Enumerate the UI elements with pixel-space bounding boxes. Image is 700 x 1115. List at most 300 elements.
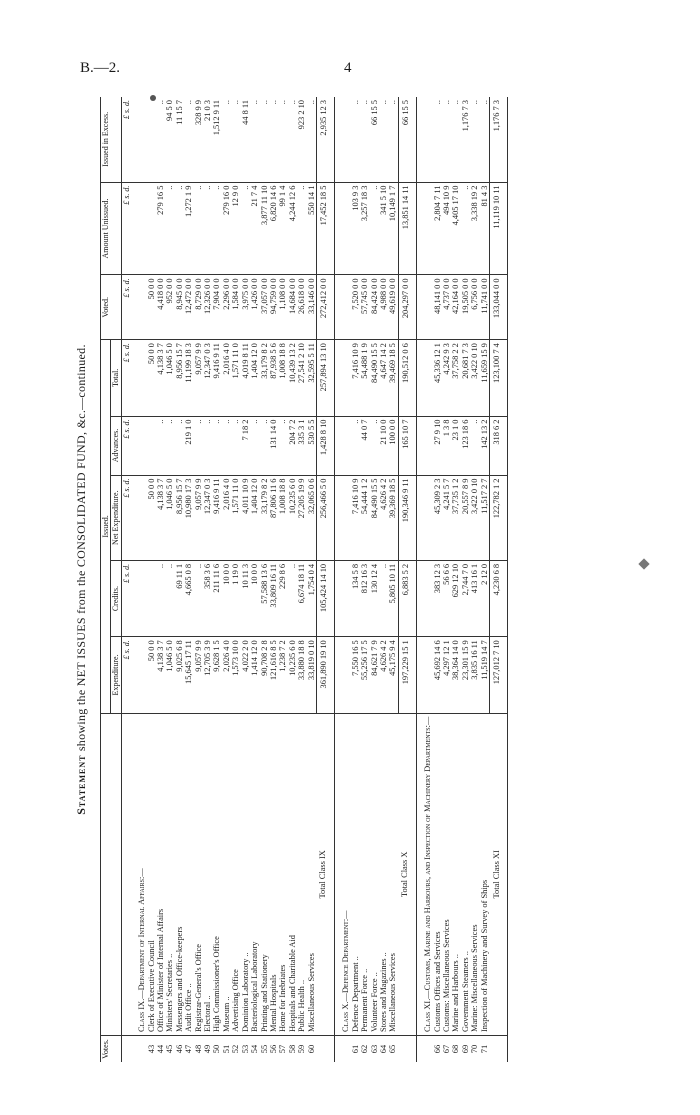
advances-cell: .. <box>194 416 203 475</box>
expenditure-cell: 4,626 4 2 <box>379 637 388 713</box>
net-expenditure-cell: 37,735 1 2 <box>451 475 460 560</box>
class-heading-blank <box>335 182 351 275</box>
class-heading-blank <box>131 416 146 475</box>
net-expenditure-cell: 54,444 1 2 <box>360 475 369 560</box>
credits-cell: 2,744 7 0 <box>461 560 470 636</box>
table-row <box>269 97 278 1062</box>
table-row <box>360 97 369 1062</box>
net-expenditure-total: 190,346 9 11 <box>398 475 416 560</box>
vote-number: 59 <box>297 1036 306 1063</box>
total-cell: 12,347 0 3 <box>203 340 212 416</box>
class-heading-blank <box>335 416 351 475</box>
class-heading-blank <box>131 275 146 340</box>
net-expenditure-cell: 2,016 4 0 <box>222 475 231 560</box>
class-heading-row <box>335 97 351 1062</box>
units-cell: £ s. d. <box>121 275 131 340</box>
credits-cell: 383 12 3 <box>433 560 442 636</box>
vote-name: Inspection of Machinery and Survey of Ships <box>480 713 490 1035</box>
table-row <box>165 97 174 1062</box>
title-caps: Statement <box>74 754 88 815</box>
voted-cell: 50 0 0 <box>147 275 156 340</box>
excess-cell: .. <box>156 100 166 105</box>
unissued-cell: 6,820 14 6 <box>269 182 278 275</box>
vote-number: 66 <box>433 1036 442 1063</box>
voted-cell: 33,146 0 0 <box>307 275 317 340</box>
vote-number: 56 <box>269 1036 278 1063</box>
vote-name: Marine and Harbours .. <box>451 713 460 1035</box>
unissued-cell <box>147 182 156 275</box>
credits-cell: 10 0 0 <box>250 560 259 636</box>
expenditure-total: 197,229 15 1 <box>398 637 416 713</box>
class-heading-blank <box>131 97 146 182</box>
class-heading-blank <box>417 97 433 182</box>
net-expenditure-cell: 9,416 9 11 <box>212 475 221 560</box>
credits-cell: .. <box>288 560 297 636</box>
table-row <box>480 97 490 1062</box>
net-expenditure-cell: 1,008 18 8 <box>278 475 287 560</box>
voted-cell: 12,472 0 0 <box>184 275 193 340</box>
unissued-cell: 3,257 18 3 <box>360 182 369 275</box>
voted-cell: 19,505 0 0 <box>461 275 470 340</box>
vote-name: Home for Inebriates <box>278 713 287 1035</box>
total-cell: 3,422 0 10 <box>470 340 479 416</box>
excess-cell: .. <box>268 100 278 105</box>
table-row <box>433 97 442 1062</box>
class-heading-blank <box>417 182 433 275</box>
credits-cell: 5,805 10 11 <box>388 560 398 636</box>
vote-number: 53 <box>241 1036 250 1063</box>
excess-cell: .. <box>451 100 461 105</box>
class-total-row <box>398 97 416 1062</box>
unissued-cell: 1,272 1 9 <box>184 182 193 275</box>
voted-cell: 3,975 0 0 <box>241 275 250 340</box>
vote-name: High Commissioner's Office <box>212 713 221 1035</box>
expenditure-cell: 9,025 6 8 <box>175 637 184 713</box>
total-cell: 20,681 7 3 <box>461 340 470 416</box>
advances-cell: 142 13 2 <box>480 416 490 475</box>
voted-cell: 952 0 0 <box>165 275 174 340</box>
vote-name: Registrar-General's Office <box>194 713 203 1035</box>
advances-cell: 204 7 2 <box>288 416 297 475</box>
unissued-cell: 2,804 7 11 <box>433 182 442 275</box>
votes-header: Votes. <box>101 1036 122 1063</box>
advances-cell: 123 18 6 <box>461 416 470 475</box>
excess-total: 66 15 5 <box>398 97 416 182</box>
credits-cell: .. <box>379 560 388 636</box>
advances-cell: .. <box>278 416 287 475</box>
table-row <box>222 97 231 1062</box>
advances-cell: .. <box>156 416 165 475</box>
expenditure-header: Expenditure. <box>111 637 121 713</box>
class-heading-blank <box>417 637 433 713</box>
expenditure-cell: 1,414 12 0 <box>250 637 259 713</box>
voted-total: 133,044 0 0 <box>490 275 508 340</box>
advances-cell: .. <box>212 416 221 475</box>
vote-name: Marine: Miscellaneous Services <box>470 713 479 1035</box>
title-rest: showing the NET ISSUES from the CONSOLIDATED FUND, &c.—continued. <box>74 344 88 752</box>
expenditure-cell: 1,573 10 0 <box>231 637 240 713</box>
credits-total: 105,424 14 10 <box>316 560 334 636</box>
total-total: 257,894 13 10 <box>316 340 334 416</box>
total-cell: 2,016 4 0 <box>222 340 231 416</box>
table-row <box>451 97 460 1062</box>
table-row <box>370 97 379 1062</box>
class-heading-blank <box>131 637 146 713</box>
class-heading-blank <box>417 416 433 475</box>
credits-cell: 812 16 3 <box>360 560 369 636</box>
expenditure-cell: 12,705 3 9 <box>203 637 212 713</box>
table-row <box>260 97 269 1062</box>
voted-header: Voted. <box>101 275 122 340</box>
total-cell: 4,242 9 3 <box>442 340 451 416</box>
unissued-cell: 103 9 3 <box>351 182 360 275</box>
vote-number: 60 <box>307 1036 317 1063</box>
net-expenditure-cell: 4,626 4 2 <box>379 475 388 560</box>
unissued-total: 13,851 14 11 <box>398 182 416 275</box>
excess-cell: 923 2 10 <box>297 100 307 130</box>
voted-cell: 57,745 0 0 <box>360 275 369 340</box>
advances-total: 318 6 2 <box>490 416 508 475</box>
units-desc-cell <box>121 713 131 1035</box>
excess-cell: .. <box>221 100 231 105</box>
class-heading-blank <box>131 475 146 560</box>
voted-cell: 4,737 0 0 <box>442 275 451 340</box>
net-expenditure-cell: 4,241 5 7 <box>442 475 451 560</box>
units-cell: £ s. d. <box>121 340 131 416</box>
unissued-cell: .. <box>461 182 470 275</box>
class-heading-vote <box>131 1036 146 1063</box>
excess-cell: 66 15 5 <box>369 100 379 126</box>
excess-total: 1,176 7 3 <box>490 97 508 182</box>
unissued-total: 11,119 10 11 <box>490 182 508 275</box>
table-row <box>288 97 297 1062</box>
expenditure-cell: 1,238 7 2 <box>278 637 287 713</box>
expenditure-cell: 45,692 14 6 <box>433 637 442 713</box>
unissued-header: Amount Unissued. <box>101 182 122 275</box>
credits-cell: 6,674 18 11 <box>297 560 306 636</box>
voted-cell: 12,326 0 0 <box>203 275 212 340</box>
excess-cell <box>147 97 156 182</box>
expenditure-cell: 1,046 5 0 <box>165 637 174 713</box>
table-row <box>388 97 398 1062</box>
advances-cell: 530 5 5 <box>307 416 317 475</box>
class-heading-blank <box>335 97 351 182</box>
net-expenditure-total: 256,466 5 0 <box>316 475 334 560</box>
unissued-cell: 494 10 9 <box>442 182 451 275</box>
excess-cell: 94 5 0 <box>165 100 175 121</box>
advances-cell: .. <box>165 416 174 475</box>
unissued-cell: 99 1 4 <box>278 182 287 275</box>
vote-name: Volunteer Force .. <box>370 713 379 1035</box>
credits-cell: 69 11 1 <box>175 560 184 636</box>
vote-name: Bacteriological Laboratory <box>250 713 259 1035</box>
class-heading: Class XI.—Customs, Marine and Harbours, and Inspection of Machinery Departments:— <box>417 713 433 1035</box>
credits-cell: 413 16 1 <box>470 560 479 636</box>
unissued-cell: 10,149 1 7 <box>388 182 398 275</box>
excess-cell: .. <box>388 100 398 105</box>
class-heading-blank <box>417 275 433 340</box>
class-heading-blank <box>417 340 433 416</box>
voted-cell: 1,108 0 0 <box>278 275 287 340</box>
unissued-cell: .. <box>370 182 379 275</box>
net-issues-table <box>100 97 508 1062</box>
unissued-cell: 3,338 19 2 <box>470 182 479 275</box>
net-expenditure-cell: 12,347 0 3 <box>203 475 212 560</box>
units-cell: £ s. d. <box>121 560 131 636</box>
table-row <box>194 97 203 1062</box>
net-expenditure-cell: 84,490 15 5 <box>370 475 379 560</box>
credits-cell: 57,588 13 6 <box>260 560 269 636</box>
vote-name: Clerk of Executive Council <box>147 713 156 1035</box>
total-cell: 8,956 15 7 <box>175 340 184 416</box>
units-cell: £ s. d. <box>121 100 131 120</box>
advances-cell: .. <box>203 416 212 475</box>
unissued-cell: 550 14 1 <box>307 182 317 275</box>
unissued-cell: 3,877 11 10 <box>260 182 269 275</box>
vote-name: Customs: Miscellaneous Services <box>442 713 451 1035</box>
advances-cell: 219 1 0 <box>184 416 193 475</box>
voted-cell: 42,164 0 0 <box>451 275 460 340</box>
excess-cell: .. <box>184 100 194 105</box>
net-expenditure-cell: 3,422 0 10 <box>470 475 479 560</box>
excess-header: Issued in Excess. <box>101 97 122 182</box>
unissued-cell: .. <box>203 182 212 275</box>
page-reference: B.—2. <box>80 60 121 76</box>
voted-total: 272,412 0 0 <box>316 275 334 340</box>
vote-name: Advertising Office <box>231 713 240 1035</box>
vote-name: Defence Department .. <box>351 713 360 1035</box>
credits-cell: 629 12 10 <box>451 560 460 636</box>
credits-cell: 4,665 0 8 <box>184 560 193 636</box>
net-expenditure-cell: 32,065 0 6 <box>307 475 317 560</box>
expenditure-cell: 4,138 3 7 <box>156 637 165 713</box>
table-row <box>184 97 193 1062</box>
class-heading-blank <box>417 475 433 560</box>
voted-cell: 8,729 0 0 <box>194 275 203 340</box>
total-cell: 4,647 14 2 <box>379 340 388 416</box>
vote-number: 63 <box>370 1036 379 1063</box>
total-cell: 9,416 9 11 <box>212 340 221 416</box>
class-heading-blank <box>335 275 351 340</box>
class-heading: Class X.—Defence Department:— <box>335 713 351 1035</box>
advances-cell: 7 18 2 <box>241 416 250 475</box>
net-expenditure-cell: 9,057 9 9 <box>194 475 203 560</box>
vote-number: 54 <box>250 1036 259 1063</box>
class-heading-blank <box>417 560 433 636</box>
net-expenditure-cell: 20,557 8 9 <box>461 475 470 560</box>
expenditure-cell: 90,708 2 8 <box>260 637 269 713</box>
total-cell: 33,179 8 2 <box>260 340 269 416</box>
vote-name: Hospitals and Charitable Aid <box>288 713 297 1035</box>
voted-cell: 11,741 0 0 <box>480 275 490 340</box>
vote-number: 68 <box>451 1036 460 1063</box>
total-cell: 11,659 15 9 <box>480 340 490 416</box>
net-expenditure-cell: 10,980 17 3 <box>184 475 193 560</box>
table-row <box>203 97 212 1062</box>
vote-number: 70 <box>470 1036 479 1063</box>
vote-number: 61 <box>351 1036 360 1063</box>
total-cell: 1,046 5 0 <box>165 340 174 416</box>
vote-number: 65 <box>388 1036 398 1063</box>
net-expenditure-cell: 8,956 15 7 <box>175 475 184 560</box>
expenditure-cell: 33,880 18 8 <box>297 637 306 713</box>
net-expenditure-cell: 11,517 2 7 <box>480 475 490 560</box>
excess-cell: .. <box>350 100 360 105</box>
units-vote-cell <box>121 1036 131 1063</box>
unissued-cell: 279 16 0 <box>222 182 231 275</box>
class-heading-vote <box>335 1036 351 1063</box>
voted-cell: 37,057 0 0 <box>260 275 269 340</box>
units-cell: £ s. d. <box>121 416 131 475</box>
credits-cell: 134 5 8 <box>351 560 360 636</box>
vote-name: Printing and Stationery <box>260 713 269 1035</box>
unissued-cell: .. <box>194 182 203 275</box>
vote-number: 51 <box>222 1036 231 1063</box>
vote-name: Stores and Magazines .. <box>379 713 388 1035</box>
excess-cell: .. <box>442 100 451 105</box>
class-heading-vote <box>417 1036 433 1063</box>
table-row <box>231 97 240 1062</box>
unissued-cell: 12 9 0 <box>231 182 240 275</box>
advances-cell: 44 0 7 <box>360 416 369 475</box>
units-row <box>121 97 131 1062</box>
page-number: 4 <box>344 60 352 76</box>
excess-cell: 44 8 11 <box>240 100 250 125</box>
voted-cell: 4,418 0 0 <box>156 275 165 340</box>
vote-number: 45 <box>165 1036 174 1063</box>
voted-cell: 49,619 0 0 <box>388 275 398 340</box>
table-row <box>470 97 479 1062</box>
advances-cell: 27 9 10 <box>433 416 442 475</box>
net-expenditure-cell: 27,205 19 9 <box>297 475 306 560</box>
credits-cell: 10 0 0 <box>222 560 231 636</box>
vote-number: 55 <box>260 1036 269 1063</box>
voted-cell: 6,756 0 0 <box>470 275 479 340</box>
total-cell: 32,595 5 11 <box>307 340 317 416</box>
credits-cell: 1,754 0 4 <box>307 560 317 636</box>
unissued-cell: .. <box>241 182 250 275</box>
vote-number: 50 <box>212 1036 221 1063</box>
excess-cell: .. <box>278 100 288 105</box>
voted-cell: 84,424 0 0 <box>370 275 379 340</box>
vote-number: 67 <box>442 1036 451 1063</box>
expenditure-cell: 7,550 16 5 <box>351 637 360 713</box>
total-cell: 39,469 18 5 <box>388 340 398 416</box>
total-total: 190,512 0 6 <box>398 340 416 416</box>
advances-cell: 131 14 0 <box>269 416 278 475</box>
expenditure-cell: 4,022 2 0 <box>241 637 250 713</box>
credits-cell: 358 3 6 <box>203 560 212 636</box>
credits-cell: 2 12 0 <box>480 560 490 636</box>
class-heading: Class IX.—Department of Internal Affairs:— <box>131 713 146 1035</box>
voted-cell: 48,141 0 0 <box>433 275 442 340</box>
excess-cell: .. <box>470 100 480 105</box>
advances-cell: .. <box>175 416 184 475</box>
voted-cell: 8,945 0 0 <box>175 275 184 340</box>
expenditure-cell: 4,297 12 1 <box>442 637 451 713</box>
total-cell: 7,416 10 9 <box>351 340 360 416</box>
advances-cell: .. <box>351 416 360 475</box>
total-cell: 54,488 1 9 <box>360 340 369 416</box>
credits-cell: 211 11 6 <box>212 560 221 636</box>
expenditure-total: 127,012 7 10 <box>490 637 508 713</box>
vote-name: Dominion Laboratory .. <box>241 713 250 1035</box>
expenditure-cell: 2,026 4 0 <box>222 637 231 713</box>
excess-cell: 21 0 3 <box>203 100 213 121</box>
table-row <box>461 97 470 1062</box>
table-body <box>121 97 508 1062</box>
table-row <box>212 97 221 1062</box>
credits-cell: 1 19 0 <box>231 560 240 636</box>
net-expenditure-cell: 1,571 11 0 <box>231 475 240 560</box>
class-total-label: Total Class X <box>398 713 416 1035</box>
expenditure-cell: 50 0 0 <box>147 637 156 713</box>
vote-name: Permanent Force .. <box>360 713 369 1035</box>
excess-cell: .. <box>306 100 316 105</box>
expenditure-cell: 9,628 1 5 <box>212 637 221 713</box>
credits-cell: 130 12 4 <box>370 560 379 636</box>
table-row <box>175 97 184 1062</box>
class-heading-blank <box>335 637 351 713</box>
vote-number: 44 <box>156 1036 165 1063</box>
vote-name: Government Steamers .. <box>461 713 470 1035</box>
total-total: 123,100 7 4 <box>490 340 508 416</box>
expenditure-cell: 9,057 9 9 <box>194 637 203 713</box>
advances-cell: 100 0 0 <box>388 416 398 475</box>
total-cell: 1,571 11 0 <box>231 340 240 416</box>
unissued-cell: .. <box>212 182 221 275</box>
class-heading-blank <box>335 475 351 560</box>
class-total-row <box>316 97 334 1062</box>
vote-name: Electoral .. <box>203 713 212 1035</box>
table-row <box>379 97 388 1062</box>
total-cell: 37,758 2 2 <box>451 340 460 416</box>
vote-name: Audit Office .. <box>184 713 193 1035</box>
vote-number: 58 <box>288 1036 297 1063</box>
voted-cell: 26,618 0 0 <box>297 275 306 340</box>
excess-total: 2,935 12 3 <box>316 97 334 182</box>
vote-number: 69 <box>461 1036 470 1063</box>
vote-name: Museum .. <box>222 713 231 1035</box>
credits-cell: .. <box>156 560 165 636</box>
table-row <box>250 97 259 1062</box>
total-vote-cell <box>398 1036 416 1063</box>
unissued-cell: 279 16 5 <box>156 182 165 275</box>
total-cell: 10,439 13 2 <box>288 340 297 416</box>
vote-number: 47 <box>184 1036 193 1063</box>
net-expenditure-cell: 7,416 10 9 <box>351 475 360 560</box>
rotated-statement <box>74 97 610 1062</box>
excess-cell: 1,176 7 3 <box>460 100 470 132</box>
table-row <box>307 97 317 1062</box>
voted-cell: 7,520 0 0 <box>351 275 360 340</box>
advances-cell: 335 3 1 <box>297 416 306 475</box>
unissued-cell: 4,244 12 6 <box>288 182 297 275</box>
advances-header: Advances. <box>111 416 121 475</box>
credits-cell: 10 11 3 <box>241 560 250 636</box>
vote-number: 52 <box>231 1036 240 1063</box>
class-heading-blank <box>131 182 146 275</box>
credits-cell: 56 6 6 <box>442 560 451 636</box>
net-expenditure-cell: 1,046 5 0 <box>165 475 174 560</box>
credits-cell <box>147 560 156 636</box>
class-total-label: Total Class IX <box>316 713 334 1035</box>
unissued-cell: .. <box>297 182 306 275</box>
table-row <box>442 97 451 1062</box>
vote-name: Public Health .. <box>297 713 306 1035</box>
voted-cell: 1,426 0 0 <box>250 275 259 340</box>
net-expenditure-cell: 1,404 12 0 <box>250 475 259 560</box>
